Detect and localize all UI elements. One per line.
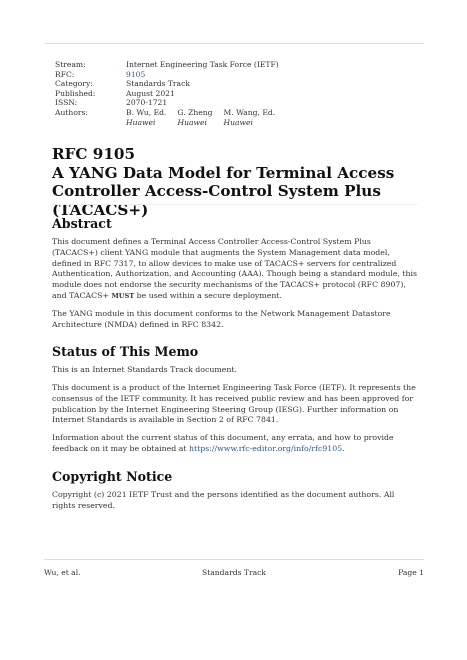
meta-key: Authors:: [55, 107, 88, 117]
author-name: G. Zheng: [177, 107, 213, 117]
author-name: B. Wu, Ed.: [126, 107, 167, 117]
status-text: Information about the current status of this document, any errata, and how to provide feedback on it may be obtained at: [52, 433, 394, 453]
footer-category: Standards Track: [202, 568, 266, 577]
meta-key: Stream:: [55, 60, 86, 69]
meta-row-authors: [55, 108, 286, 127]
rfc-number-link[interactable]: 9105: [126, 69, 146, 79]
footer-page-number: Page 1: [398, 568, 424, 577]
title-rule: [52, 204, 417, 205]
meta-key: RFC:: [55, 69, 75, 79]
meta-row-stream: [55, 60, 286, 70]
meta-row-published: [55, 89, 286, 99]
copyright-heading: Copyright Notice: [52, 469, 173, 484]
status-paragraph-3: [52, 433, 418, 455]
author: [177, 108, 212, 127]
author-org: Huawei: [126, 117, 156, 127]
abstract-paragraph-1: [52, 237, 418, 302]
status-text: .: [342, 443, 345, 453]
meta-value: Internet Engineering Task Force (IETF): [126, 60, 279, 69]
meta-value: 2070-1721: [126, 98, 168, 108]
meta-row-issn: [55, 98, 286, 108]
title-text: A YANG Data Model for Terminal Access Controller Access-Control System Plus (TACACS+): [52, 163, 395, 219]
footer-rule: [44, 559, 424, 560]
meta-value: August 2021: [126, 88, 175, 98]
meta-key: Category:: [55, 79, 93, 89]
meta-key: Published:: [55, 88, 96, 98]
author-org: Huawei: [177, 117, 207, 127]
rfc-editor-info-link[interactable]: https://www.rfc-editor.org/info/rfc9105: [188, 443, 343, 453]
status-heading: Status of This Memo: [52, 344, 199, 359]
abstract-text: This document defines a Terminal Access Controller Access-Control System Plus (TACACS+) client YANG module that augments the System Management data model, defined in RFC 7317, to allow devices to make use of TACACS+ servers for centralized Authentication, Authorization, and Accounting (AAA). Though being a standard module, this module does not endorse the security mechanisms of the TACACS+ protocol (RFC 8907), and TACACS+: [52, 237, 418, 300]
author-name: M. Wang, Ed.: [223, 107, 276, 117]
meta-value: Standards Track: [126, 79, 190, 89]
copyright-paragraph: Copyright (c) 2021 IETF Trust and the persons identified as the document authors. All rights reserved.: [52, 490, 395, 510]
abstract-heading: Abstract: [52, 216, 112, 231]
author: [126, 108, 166, 127]
title-rfc-number: RFC 9105: [52, 145, 136, 163]
meta-row-category: [55, 79, 286, 89]
author-org: Huawei: [223, 117, 253, 127]
author-list: [126, 108, 286, 127]
status-paragraph-1: This is an Internet Standards Track document.: [52, 365, 237, 374]
author: [224, 108, 276, 127]
document-metadata: [55, 60, 286, 127]
document-title: [52, 145, 432, 219]
must-keyword: MUST: [111, 291, 135, 300]
meta-key: ISSN:: [55, 98, 78, 108]
meta-row-rfc: [55, 70, 286, 80]
abstract-text: be used within a secure deployment.: [134, 290, 282, 300]
footer-authors: Wu, et al.: [44, 568, 81, 577]
header-rule: [44, 43, 424, 44]
status-paragraph-2: This document is a product of the Internet Engineering Task Force (IETF). It represents the consensus of the IETF community. It has received public review and has been approved for publication by the Internet Engineering Steering Group (IESG). Further information on Internet Standards is available in Section 2 of RFC 7841.: [52, 383, 416, 425]
abstract-paragraph-2: The YANG module in this document conforms to the Network Management Datastore Architecture (NMDA) defined in RFC 8342.: [52, 309, 391, 329]
